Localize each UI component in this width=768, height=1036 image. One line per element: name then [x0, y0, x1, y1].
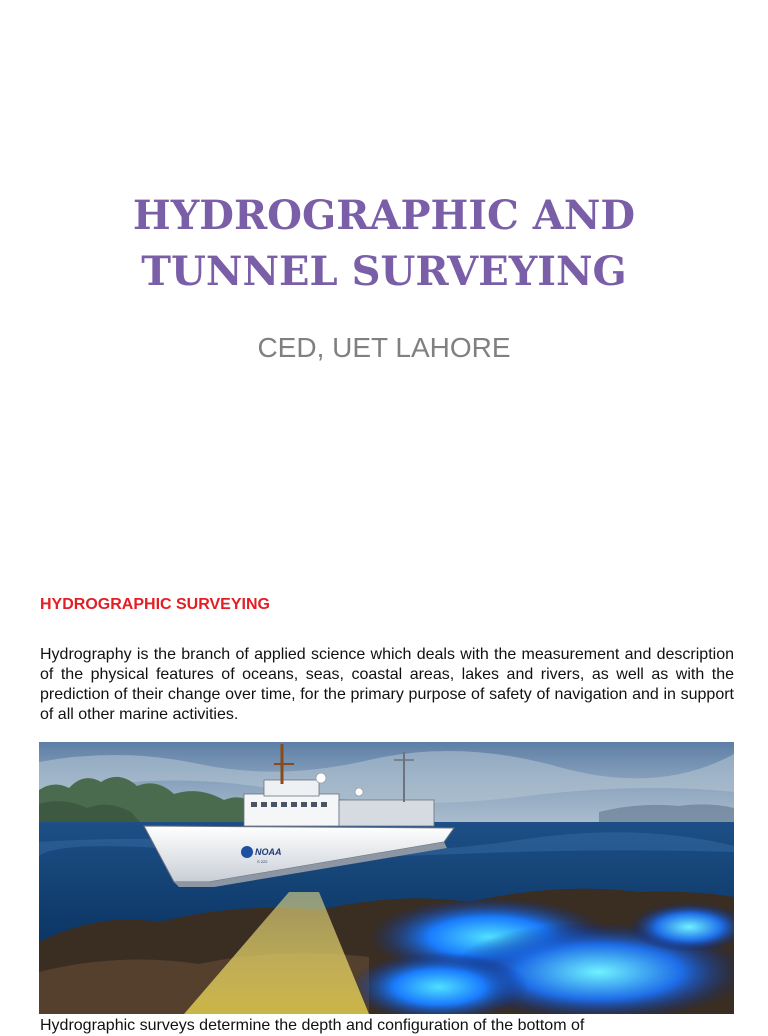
- slide-title: [0, 188, 768, 300]
- title-line-1: HYDROGRAPHIC AND: [132, 192, 636, 239]
- noaa-logo: [241, 846, 253, 858]
- body-paragraph-cut: Hydrographic surveys determine the depth and configuration of the bottom of: [40, 1017, 585, 1034]
- slide-subtitle: CED, UET LAHORE: [257, 332, 511, 363]
- body-paragraph: Hydrography is the branch of applied science which deals with the measurement and description of the physical features of oceans, seas, coastal areas, lakes and rivers, as well as with the prediction of their change over time, for the primary purpose of safety of navigation and in support of all other marine activities.: [40, 646, 734, 723]
- ship-marking-small: S 222: [257, 859, 268, 864]
- title-line-2: TUNNEL SURVEYING: [141, 248, 627, 295]
- ship-marking: NOAA: [255, 847, 282, 857]
- section-heading: HYDROGRAPHIC SURVEYING: [40, 596, 270, 613]
- survey-ship-illustration: [39, 742, 734, 1014]
